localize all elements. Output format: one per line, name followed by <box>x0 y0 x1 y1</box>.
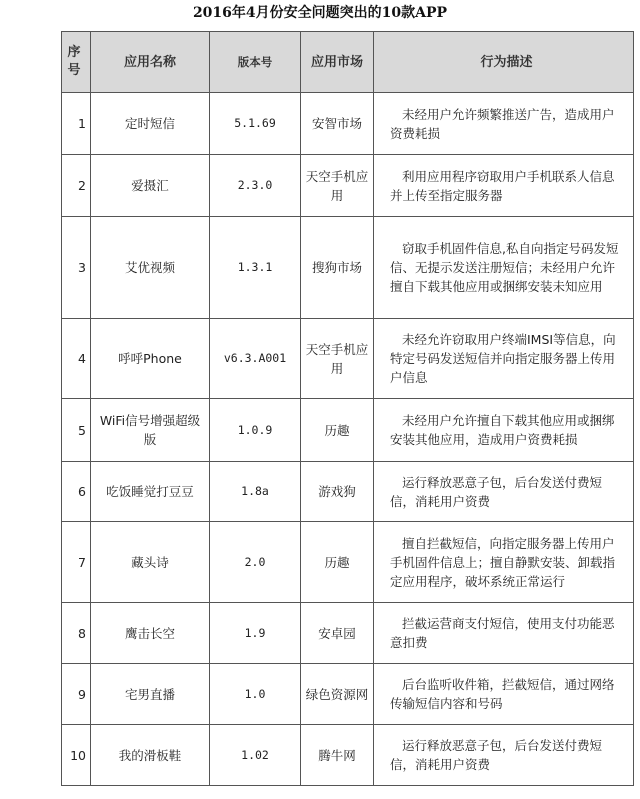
cell-no: 4 <box>62 319 91 399</box>
cell-name: 宅男直播 <box>91 664 210 725</box>
cell-no: 1 <box>62 93 91 155</box>
cell-desc: 未经用户允许频繁推送广告，造成用户资费耗损 <box>374 93 634 155</box>
table-row <box>62 664 634 725</box>
cell-version: 1.3.1 <box>210 217 301 319</box>
cell-no: 3 <box>62 217 91 319</box>
cell-name: 艾优视频 <box>91 217 210 319</box>
cell-desc: 利用应用程序窃取用户手机联系人信息并上传至指定服务器 <box>374 155 634 217</box>
cell-no: 7 <box>62 522 91 603</box>
cell-desc: 未经允许窃取用户终端IMSI等信息，向特定号码发送短信并向指定服务器上传用户信息 <box>374 319 634 399</box>
cell-market: 历趣 <box>301 522 374 603</box>
app-table <box>61 31 634 786</box>
table-row <box>62 725 634 786</box>
header-name: 应用名称 <box>91 32 210 93</box>
header-market: 应用市场 <box>301 32 374 93</box>
cell-version: 1.02 <box>210 725 301 786</box>
cell-name: 呼呼Phone <box>91 319 210 399</box>
cell-version: 1.9 <box>210 603 301 664</box>
cell-name: WiFi信号增强超级版 <box>91 399 210 462</box>
cell-no: 6 <box>62 462 91 522</box>
table-title: 2016年4月份安全问题突出的10款APP <box>192 5 448 21</box>
cell-name: 定时短信 <box>91 93 210 155</box>
cell-market: 腾牛网 <box>301 725 374 786</box>
table-row <box>62 217 634 319</box>
cell-market: 天空手机应用 <box>301 319 374 399</box>
cell-name: 吃饭睡觉打豆豆 <box>91 462 210 522</box>
cell-no: 2 <box>62 155 91 217</box>
cell-desc: 拦截运营商支付短信，使用支付功能恶意扣费 <box>374 603 634 664</box>
header-no: 序号 <box>62 32 91 93</box>
table-row <box>62 603 634 664</box>
cell-desc: 后台监听收件箱，拦截短信，通过网络传输短信内容和号码 <box>374 664 634 725</box>
cell-desc: 运行释放恶意子包，后台发送付费短信，消耗用户资费 <box>374 725 634 786</box>
table-row <box>62 319 634 399</box>
cell-market: 安卓园 <box>301 603 374 664</box>
table-row <box>62 93 634 155</box>
cell-no: 9 <box>62 664 91 725</box>
cell-version: v6.3.A001 <box>210 319 301 399</box>
cell-name: 我的滑板鞋 <box>91 725 210 786</box>
cell-desc: 窃取手机固件信息,私自向指定号码发短信、无提示发送注册短信；未经用户允许擅自下载其他应用或捆绑安装未知应用 <box>374 217 634 319</box>
cell-desc: 运行释放恶意子包，后台发送付费短信，消耗用户资费 <box>374 462 634 522</box>
cell-name: 鹰击长空 <box>91 603 210 664</box>
cell-desc: 擅自拦截短信，向指定服务器上传用户手机固件信息上；擅自静默安装、卸载指定应用程序，破坏系统正常运行 <box>374 522 634 603</box>
cell-name: 藏头诗 <box>91 522 210 603</box>
cell-market: 历趣 <box>301 399 374 462</box>
cell-desc: 未经用户允许擅自下载其他应用或捆绑安装其他应用，造成用户资费耗损 <box>374 399 634 462</box>
cell-market: 绿色资源网 <box>301 664 374 725</box>
cell-version: 2.0 <box>210 522 301 603</box>
table-row <box>62 155 634 217</box>
table-row <box>62 399 634 462</box>
cell-name: 爱摄汇 <box>91 155 210 217</box>
cell-no: 10 <box>62 725 91 786</box>
cell-no: 8 <box>62 603 91 664</box>
cell-version: 1.8a <box>210 462 301 522</box>
cell-market: 游戏狗 <box>301 462 374 522</box>
cell-market: 安智市场 <box>301 93 374 155</box>
table-row <box>62 462 634 522</box>
cell-market: 搜狗市场 <box>301 217 374 319</box>
header-desc: 行为描述 <box>374 32 634 93</box>
cell-version: 2.3.0 <box>210 155 301 217</box>
cell-version: 1.0 <box>210 664 301 725</box>
cell-no: 5 <box>62 399 91 462</box>
table-row <box>62 522 634 603</box>
table-header-row <box>62 32 634 93</box>
header-version: 版本号 <box>210 32 301 93</box>
cell-market: 天空手机应用 <box>301 155 374 217</box>
cell-version: 5.1.69 <box>210 93 301 155</box>
cell-version: 1.0.9 <box>210 399 301 462</box>
